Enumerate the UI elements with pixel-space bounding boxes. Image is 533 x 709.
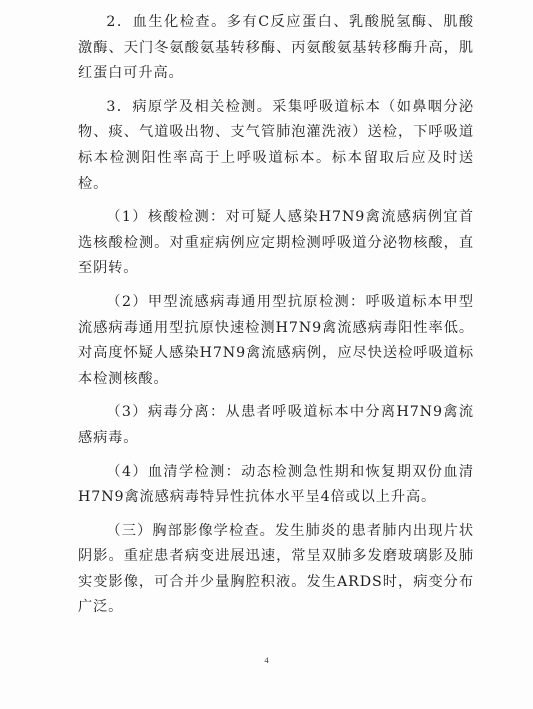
- paragraph-blood-biochemistry: 2．血生化检查。多有C反应蛋白、乳酸脱氢酶、肌酸激酶、天门冬氨酸氨基转移酶、丙氨酸氨基转移酶升高，肌红蛋白可升高。: [78, 14, 474, 82]
- document-body: [78, 10, 474, 629]
- paragraph-virus-isolation: （3）病毒分离：从患者呼吸道标本中分离H7N9禽流感病毒。: [78, 404, 474, 446]
- paragraph-nucleic-acid-test: （1）核酸检测：对可疑人感染H7N9禽流感病例宜首选核酸检测。对重症病例应定期检测呼吸道分泌物核酸，直至阴转。: [78, 209, 474, 277]
- paragraph-chest-imaging: （三）胸部影像学检查。发生肺炎的患者肺内出现片状阴影。重症患者病变进展迅速，常呈双肺多发磨玻璃影及肺实变影像，可合并少量胸腔积液。发生ARDS时，病变分布广泛。: [78, 522, 474, 616]
- page-number: 4: [264, 655, 269, 665]
- paragraph-antigen-test: （2）甲型流感病毒通用型抗原检测：呼吸道标本甲型流感病毒通用型抗原快速检测H7N9禽流感病毒阳性率低。对高度怀疑人感染H7N9禽流感病例，应尽快送检呼吸道标本检测核酸。: [78, 293, 474, 387]
- paragraph-serology-test: （4）血清学检测：动态检测急性期和恢复期双份血清H7N9禽流感病毒特异性抗体水平呈4倍或以上升高。: [78, 463, 474, 506]
- paragraph-pathogen-testing: 3．病原学及相关检测。采集呼吸道标本（如鼻咽分泌物、痰、气道吸出物、支气管肺泡灌洗液）送检，下呼吸道标本检测阳性率高于上呼吸道标本。标本留取后应及时送检。: [78, 98, 474, 192]
